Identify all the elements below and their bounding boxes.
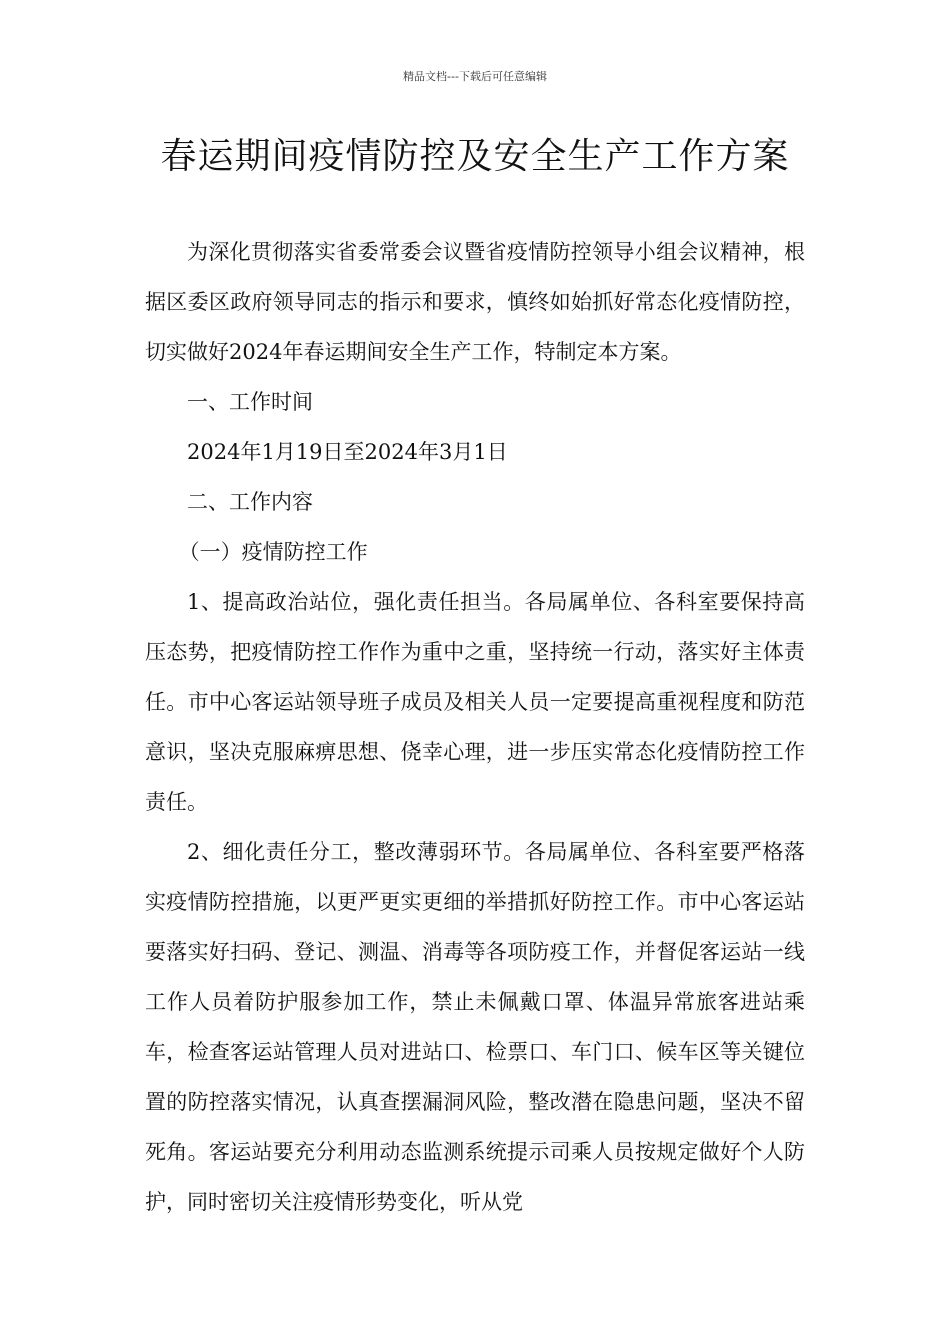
paragraph-intro: 为深化贯彻落实省委常委会议暨省疫情防控领导小组会议精神，根据区委区政府领导同志的指示和要求，慎终如始抓好常态化疫情防控，切实做好2024年春运期间安全生产工作，特制定本方案。 [145, 240, 805, 364]
section-heading-work-time: 一、工作时间 [187, 390, 313, 414]
paragraph-item-2: 2、细化责任分工，整改薄弱环节。各局属单位、各科室要严格落实疫情防控措施，以更严更实更细的举措抓好防控工作。市中心客运站要落实好扫码、登记、测温、消毒等各项防疫工作，并督促客运站一线工作人员着防护服参加工作，禁止未佩戴口罩、体温异常旅客进站乘车，检查客运站管理人员对进站口、检票口、车门口、候车区等关键位置的防控落实情况，认真查摆漏洞风险，整改潜在隐患问题，坚决不留死角。客运站要充分利用动态监测系统提示司乘人员按规定做好个人防护，同时密切关注疫情形势变化，听从党 [145, 840, 805, 1214]
header-note: 精品文档---下载后可任意编辑 [403, 70, 547, 83]
paragraph-item-1: 1、提高政治站位，强化责任担当。各局属单位、各科室要保持高压态势，把疫情防控工作作为重中之重，坚持统一行动，落实好主体责任。市中心客运站领导班子成员及相关人员一定要提高重视程度和防范意识，坚决克服麻痹思想、侥幸心理，进一步压实常态化疫情防控工作责任。 [145, 590, 805, 814]
document-body [145, 227, 805, 1227]
section-heading-work-content: 二、工作内容 [187, 490, 313, 514]
work-time-range: 2024年1月19日至2024年3月1日 [187, 440, 508, 464]
document-title: 春运期间疫情防控及安全生产工作方案 [160, 136, 790, 177]
subsection-heading-epidemic-control: （一）疫情防控工作 [178, 540, 368, 564]
